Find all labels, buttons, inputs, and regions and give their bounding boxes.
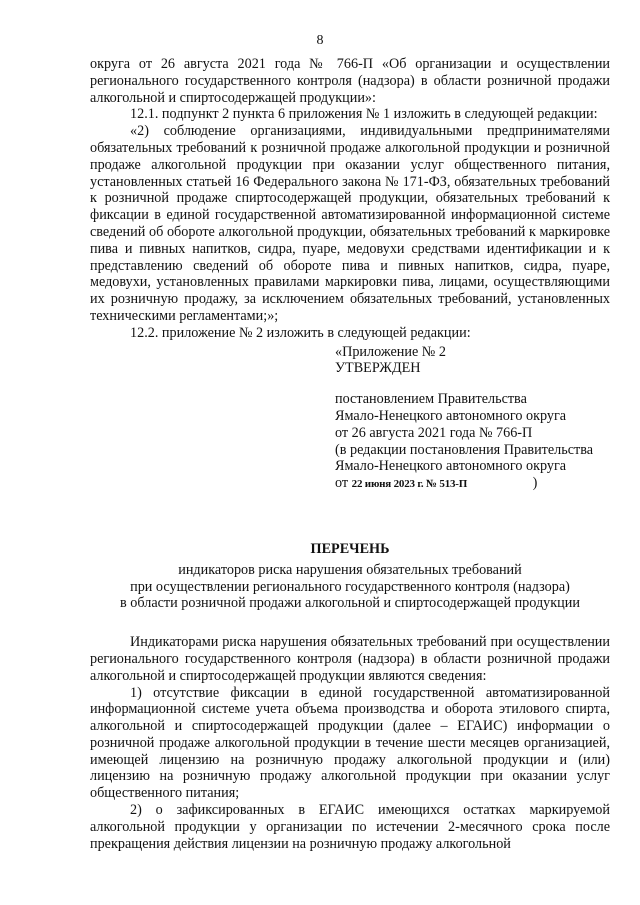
heading-subtitle: индикаторов риска нарушения обязательных требований [178,561,522,578]
page-number: 8 [316,33,324,48]
paragraph: 12.2. приложение № 2 изложить в следующей редакции: [130,324,471,341]
heading-title: ПЕРЕЧЕНЬ [310,540,390,557]
document-body [90,56,610,852]
paragraph: «2) соблюдение организациями, индивидуальными предпринимателями обязательных требований к розничной продаже алкогольной продукции и розничной продаже алкогольной продукции при оказании услуг общественного питания, установленных статьей 16 Федерального закона № 171-ФЗ, обязательных требований к розничной продаже спиртосодержащей продукции, обязательных требований к фиксации в единой государственной автоматизированной информационной системе сведений об обороте алкогольной продукции, обязательных требований к маркировке пива и пивных напитков, сидра, пуаре, медовухи средствами идентификации и к представлению сведений об обороте пива и пивных напитков, сидра, пуаре, медовухи, установленных правилами маркировки пива, лицами, осуществляющими их розничную продажу, за исключением обязательных требований, установленных техническими регламентами;»; [90,123,610,324]
resolution-line: от 26 августа 2021 года № 766-П [335,424,533,441]
heading-subtitle: в области розничной продажи алкогольной и спиртосодержащей продукции [120,595,580,612]
approved-label: УТВЕРЖДЕН [335,360,421,377]
approval-block [335,344,610,493]
resolution-line: Ямало-Ненецкого автономного округа [335,458,567,475]
resolution-line: постановлением Правительства [335,391,527,408]
paragraph: 12.1. подпункт 2 пункта 6 приложения № 1 изложить в следующей редакции: [130,106,598,123]
resolution-line: (в редакции постановления Правительства [335,441,594,458]
heading-subtitle: при осуществлении регионального государственного контроля (надзора) [130,578,570,595]
paragraph: 2) о зафиксированных в ЕГАИС имеющихся остатках маркируемой алкогольной продукции у организации по истечении 2-месячного срока после прекращения действия лицензии на розничную продажу алкогольной [90,802,610,852]
paragraph: округа от 26 августа 2021 года № 766-П «Об организации и осуществлении регионального государственного контроля (надзора) в области розничной продажи алкогольной и спиртосодержащей продукции»: [90,56,610,106]
list-heading [90,541,610,612]
appendix-label: «Приложение № 2 [335,343,446,360]
resolution-line: Ямало-Ненецкого автономного округа [335,407,567,424]
paragraph: 1) отсутствие фиксации в единой государственной автоматизированной информационной системе учета объема производства и оборота этилового спирта, алкогольной и спиртосодержащей продукции (далее – ЕГАИС) информации о розничной продаже алкогольной продукции в течение шести месяцев организацией, имеющей лицензию на розничную продажу алкогольной продукции и (или) лицензию на розничную продажу алкогольной продукции при оказании услуг общественного питания; [90,684,610,802]
amendment-line: от 22 июня 2023 г. № 513-П ) [335,475,538,492]
paragraph: Индикаторами риска нарушения обязательных требований при осуществлении регионального государственного контроля (надзора) в области розничной продажи алкогольной и спиртосодержащей продукции являются сведения: [90,634,610,684]
amendment-stamp: 22 июня 2023 г. № 513-П [351,478,468,491]
